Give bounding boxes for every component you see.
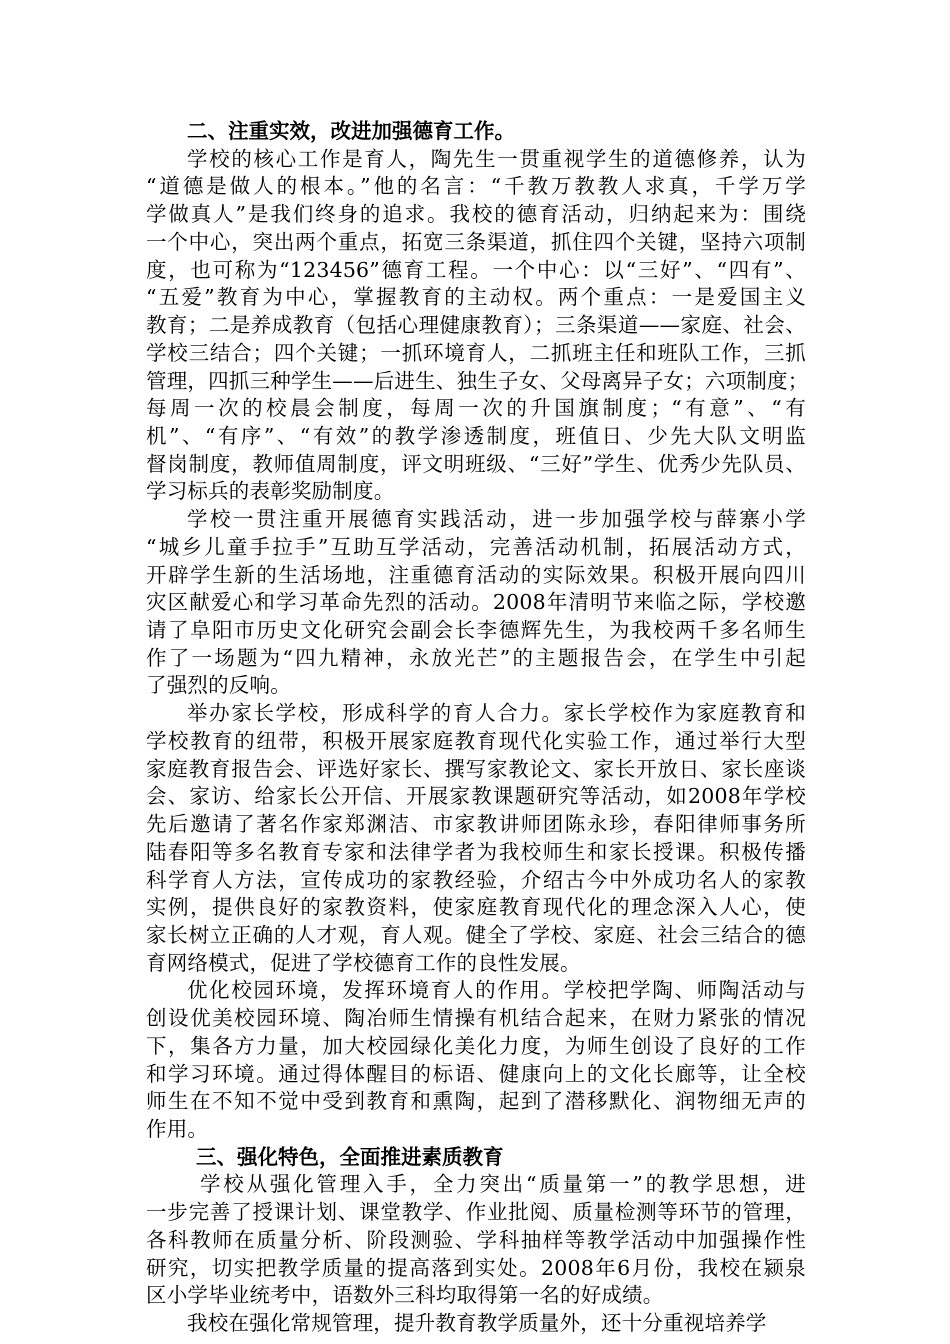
text-line: 机”、“有序”、“有效”的教学渗透制度，班值日、少先大队文明监: [146, 423, 806, 448]
text-line: 开辟学生新的生活场地，注重德育活动的实际效果。积极开展向四川: [146, 562, 806, 587]
text-line: 学校从强化管理入手，全力突出“质量第一”的教学思想，进: [200, 1172, 806, 1197]
text-line: 教育；二是养成教育（包括心理健康教育）；三条渠道——家庭、社会、: [146, 313, 806, 337]
text-line: 作用。: [146, 1117, 209, 1141]
text-line: “城乡儿童手拉手”互助互学活动，完善活动机制，拓展活动方式，: [146, 534, 806, 559]
text-line: 我校在强化常规管理，提升教育教学质量外，还十分重视培养学: [187, 1311, 767, 1335]
text-line: 学校一贯注重开展德育实践活动，进一步加强学校与薛寨小学: [187, 507, 806, 532]
text-line: 了强烈的反响。: [146, 673, 291, 698]
text-line: 创设优美校园环境、陶冶师生情操有机结合起来，在财力紧张的情况: [146, 1006, 806, 1031]
section-3-heading: 三、强化特色，全面推进素质教育: [196, 1144, 504, 1169]
text-line: 家长树立正确的人才观，育人观。健全了学校、家庭、社会三结合的德: [146, 922, 806, 947]
text-line: “道德是做人的根本。”他的名言：“千教万教教人求真，千学万学: [146, 174, 806, 199]
text-line: 督岗制度，教师值周制度，评文明班级、“三好”学生、优秀少先队员、: [146, 451, 806, 476]
text-line: 一步完善了授课计划、课堂教学、作业批阅、质量检测等环节的管理，: [146, 1200, 806, 1225]
text-line: 和学习环境。通过得体醒目的标语、健康向上的文化长廊等，让全校: [146, 1061, 806, 1086]
text-line: 先后邀请了著名作家郑渊洁、市家教讲师团陈永珍，春阳律师事务所: [146, 812, 806, 836]
text-line: 会、家访、给家长公开信、开展家教课题研究等活动，如2008年学校: [146, 784, 806, 809]
text-line: 学校的核心工作是育人，陶先生一贯重视学生的道德修养，认为: [187, 146, 806, 171]
text-line: “五爱”教育为中心，掌握教育的主动权。两个重点：一是爱国主义: [146, 285, 806, 310]
text-line: 家庭教育报告会、评选好家长、撰写家教论文、家长开放日、家长座谈: [146, 756, 806, 781]
text-line: 各科教师在质量分析、阶段测验、学科抽样等教学活动中加强操作性: [146, 1227, 806, 1252]
text-line: 师生在不知不觉中受到教育和熏陶，起到了潜移默化、润物细无声的: [146, 1089, 806, 1114]
text-line: 举办家长学校，形成科学的育人合力。家长学校作为家庭教育和: [187, 701, 806, 726]
text-line: 一个中心，突出两个重点，拓宽三条渠道，抓住四个关键，坚持六项制: [146, 229, 806, 254]
text-line: 优化校园环境，发挥环境育人的作用。学校把学陶、师陶活动与: [187, 978, 806, 1003]
text-line: 学习标兵的表彰奖励制度。: [146, 479, 395, 504]
text-line: 区小学毕业统考中，语数外三科均取得第一名的好成绩。: [146, 1283, 664, 1308]
text-line: 度，也可称为“123456”德育工程。一个中心：以“三好”、“四有”、: [146, 257, 806, 282]
text-line: 实例，提供良好的家教资料，使家庭教育现代化的理念深入人心，使: [146, 895, 806, 920]
text-line: 请了阜阳市历史文化研究会副会长李德辉先生，为我校两千多名师生: [146, 618, 806, 642]
text-line: 科学育人方法，宣传成功的家教经验，介绍古今中外成功名人的家教: [146, 867, 806, 892]
text-line: 育网络模式，促进了学校德育工作的良性发展。: [146, 950, 581, 975]
section-2-heading: 二、注重实效，改进加强德育工作。: [187, 119, 515, 143]
text-line: 学做真人”是我们终身的追求。我校的德育活动，归纳起来为：围绕: [146, 202, 806, 227]
text-line: 陆春阳等多名教育专家和法律学者为我校师生和家长授课。积极传播: [146, 839, 806, 864]
text-line: 学校三结合；四个关键；一抓环境育人，二抓班主任和班队工作，三抓: [146, 340, 806, 365]
text-line: 作了一场题为“四九精神，永放光芒”的主题报告会，在学生中引起: [146, 645, 806, 670]
text-line: 研究，切实把教学质量的提高落到实处。2008年6月份，我校在颍泉: [146, 1255, 806, 1280]
text-line: 灾区献爱心和学习革命先烈的活动。2008年清明节来临之际，学校邀: [146, 590, 806, 615]
text-line: 学校教育的纽带，积极开展家庭教育现代化实验工作，通过举行大型: [146, 728, 806, 753]
text-line: 下，集各方力量，加大校园绿化美化力度，为师生创设了良好的工作: [146, 1033, 806, 1058]
text-line: 每周一次的校晨会制度，每周一次的升国旗制度；“有意”、“有: [146, 396, 806, 421]
text-line: 管理，四抓三种学生——后进生、独生子女、父母离异子女；六项制度；: [146, 368, 809, 393]
